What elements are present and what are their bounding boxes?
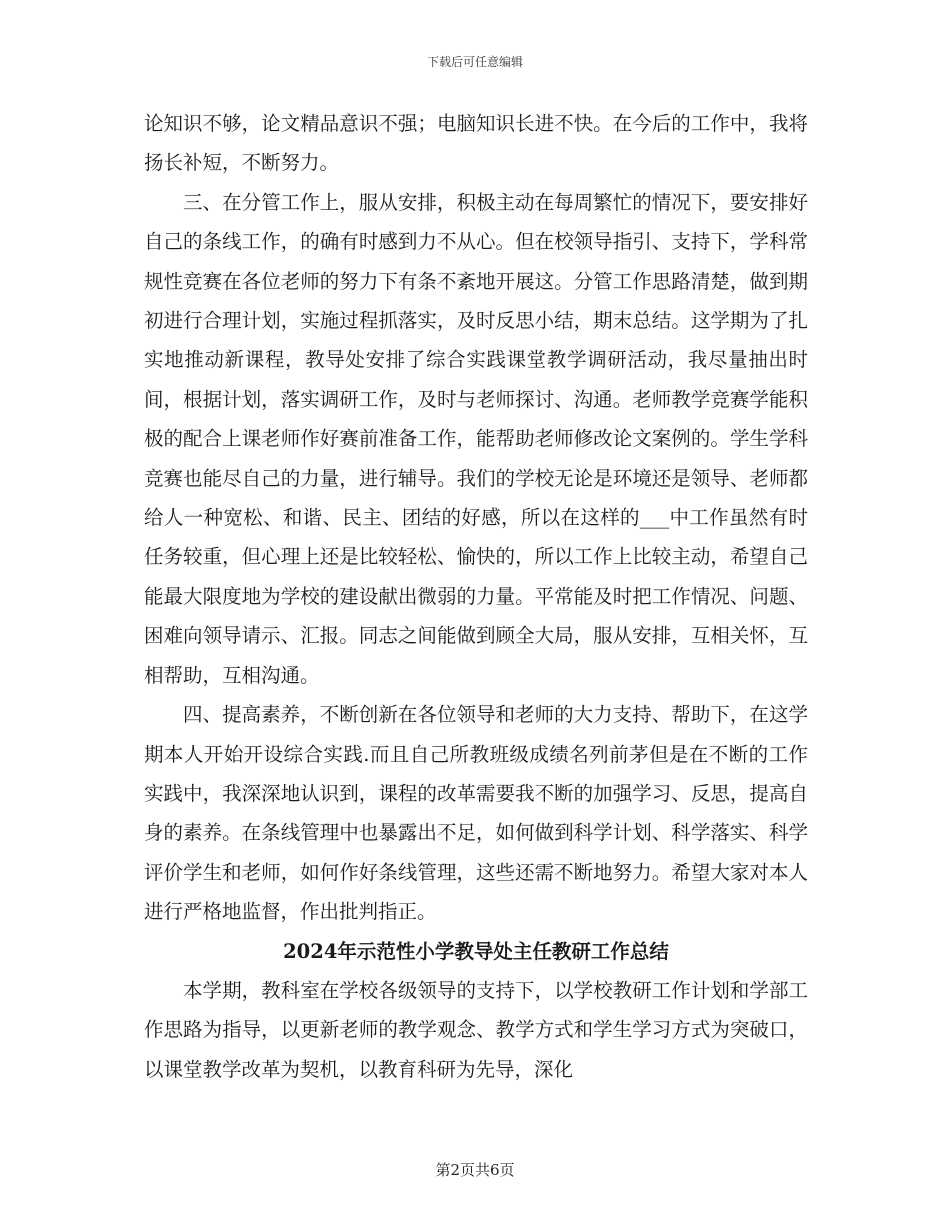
document-body bbox=[144, 104, 808, 1089]
section-paragraph: 本学期，教科室在学校各级领导的支持下，以学校教研工作计划和学部工作思路为指导，以更新老师的教学观念、教学方式和学生学习方式为突破口，以课堂教学改革为契机，以教育科研为先导，深化 bbox=[144, 978, 808, 1081]
page-header-note: 下载后可任意编辑 bbox=[426, 55, 523, 69]
body-paragraph-1: 论知识不够，论文精品意识不强；电脑知识长进不快。在今后的工作中，我将扬长补短，不断努力。 bbox=[144, 112, 808, 175]
body-paragraph-3: 四、提高素养，不断创新在各位领导和老师的大力支持、帮助下，在这学期本人开始开设综合实践.而且自己所教班级成绩名列前茅但是在不断的工作实践中，我深深地认识到，课程的改革需要我不断的加强学习、反思，提高自身的素养。在条线管理中也暴露出不足，如何做到科学计划、科学落实、科学评价学生和老师，如何作好条线管理，这些还需不断地努力。希望大家对本人进行严格地监督，作出批判指正。 bbox=[144, 703, 808, 924]
section-title: 2024年示范性小学教导处主任教研工作总结 bbox=[283, 939, 669, 963]
body-paragraph-2: 三、在分管工作上，服从安排，积极主动在每周繁忙的情况下，要安排好自己的条线工作，的确有时感到力不从心。但在校领导指引、支持下，学科常规性竞赛在各位老师的努力下有条不紊地开展这。分管工作思路清楚，做到期初进行合理计划，实施过程抓落实，及时反思小结，期末总结。这学期为了扎实地推动新课程，教导处安排了综合实践课堂教学调研活动，我尽量抽出时间，根据计划，落实调研工作，及时与老师探讨、沟通。老师教学竞赛学能积极的配合上课老师作好赛前准备工作，能帮助老师修改论文案例的。学生学科竞赛也能尽自己的力量，进行辅导。我们的学校无论是环境还是领导、老师都给人一种宽松、和谐、民主、团结的好感，所以在这样的___中工作虽然有时任务较重，但心理上还是比较轻松、愉快的，所以工作上比较主动，希望自己能最大限度地为学校的建设献出微弱的力量。平常能及时把工作情况、问题、困难向领导请示、汇报。同志之间能做到顾全大局，服从安排，互相关怀，互相帮助，互相沟通。 bbox=[144, 190, 808, 687]
page-number: 第2页共6页 bbox=[435, 1161, 515, 1179]
